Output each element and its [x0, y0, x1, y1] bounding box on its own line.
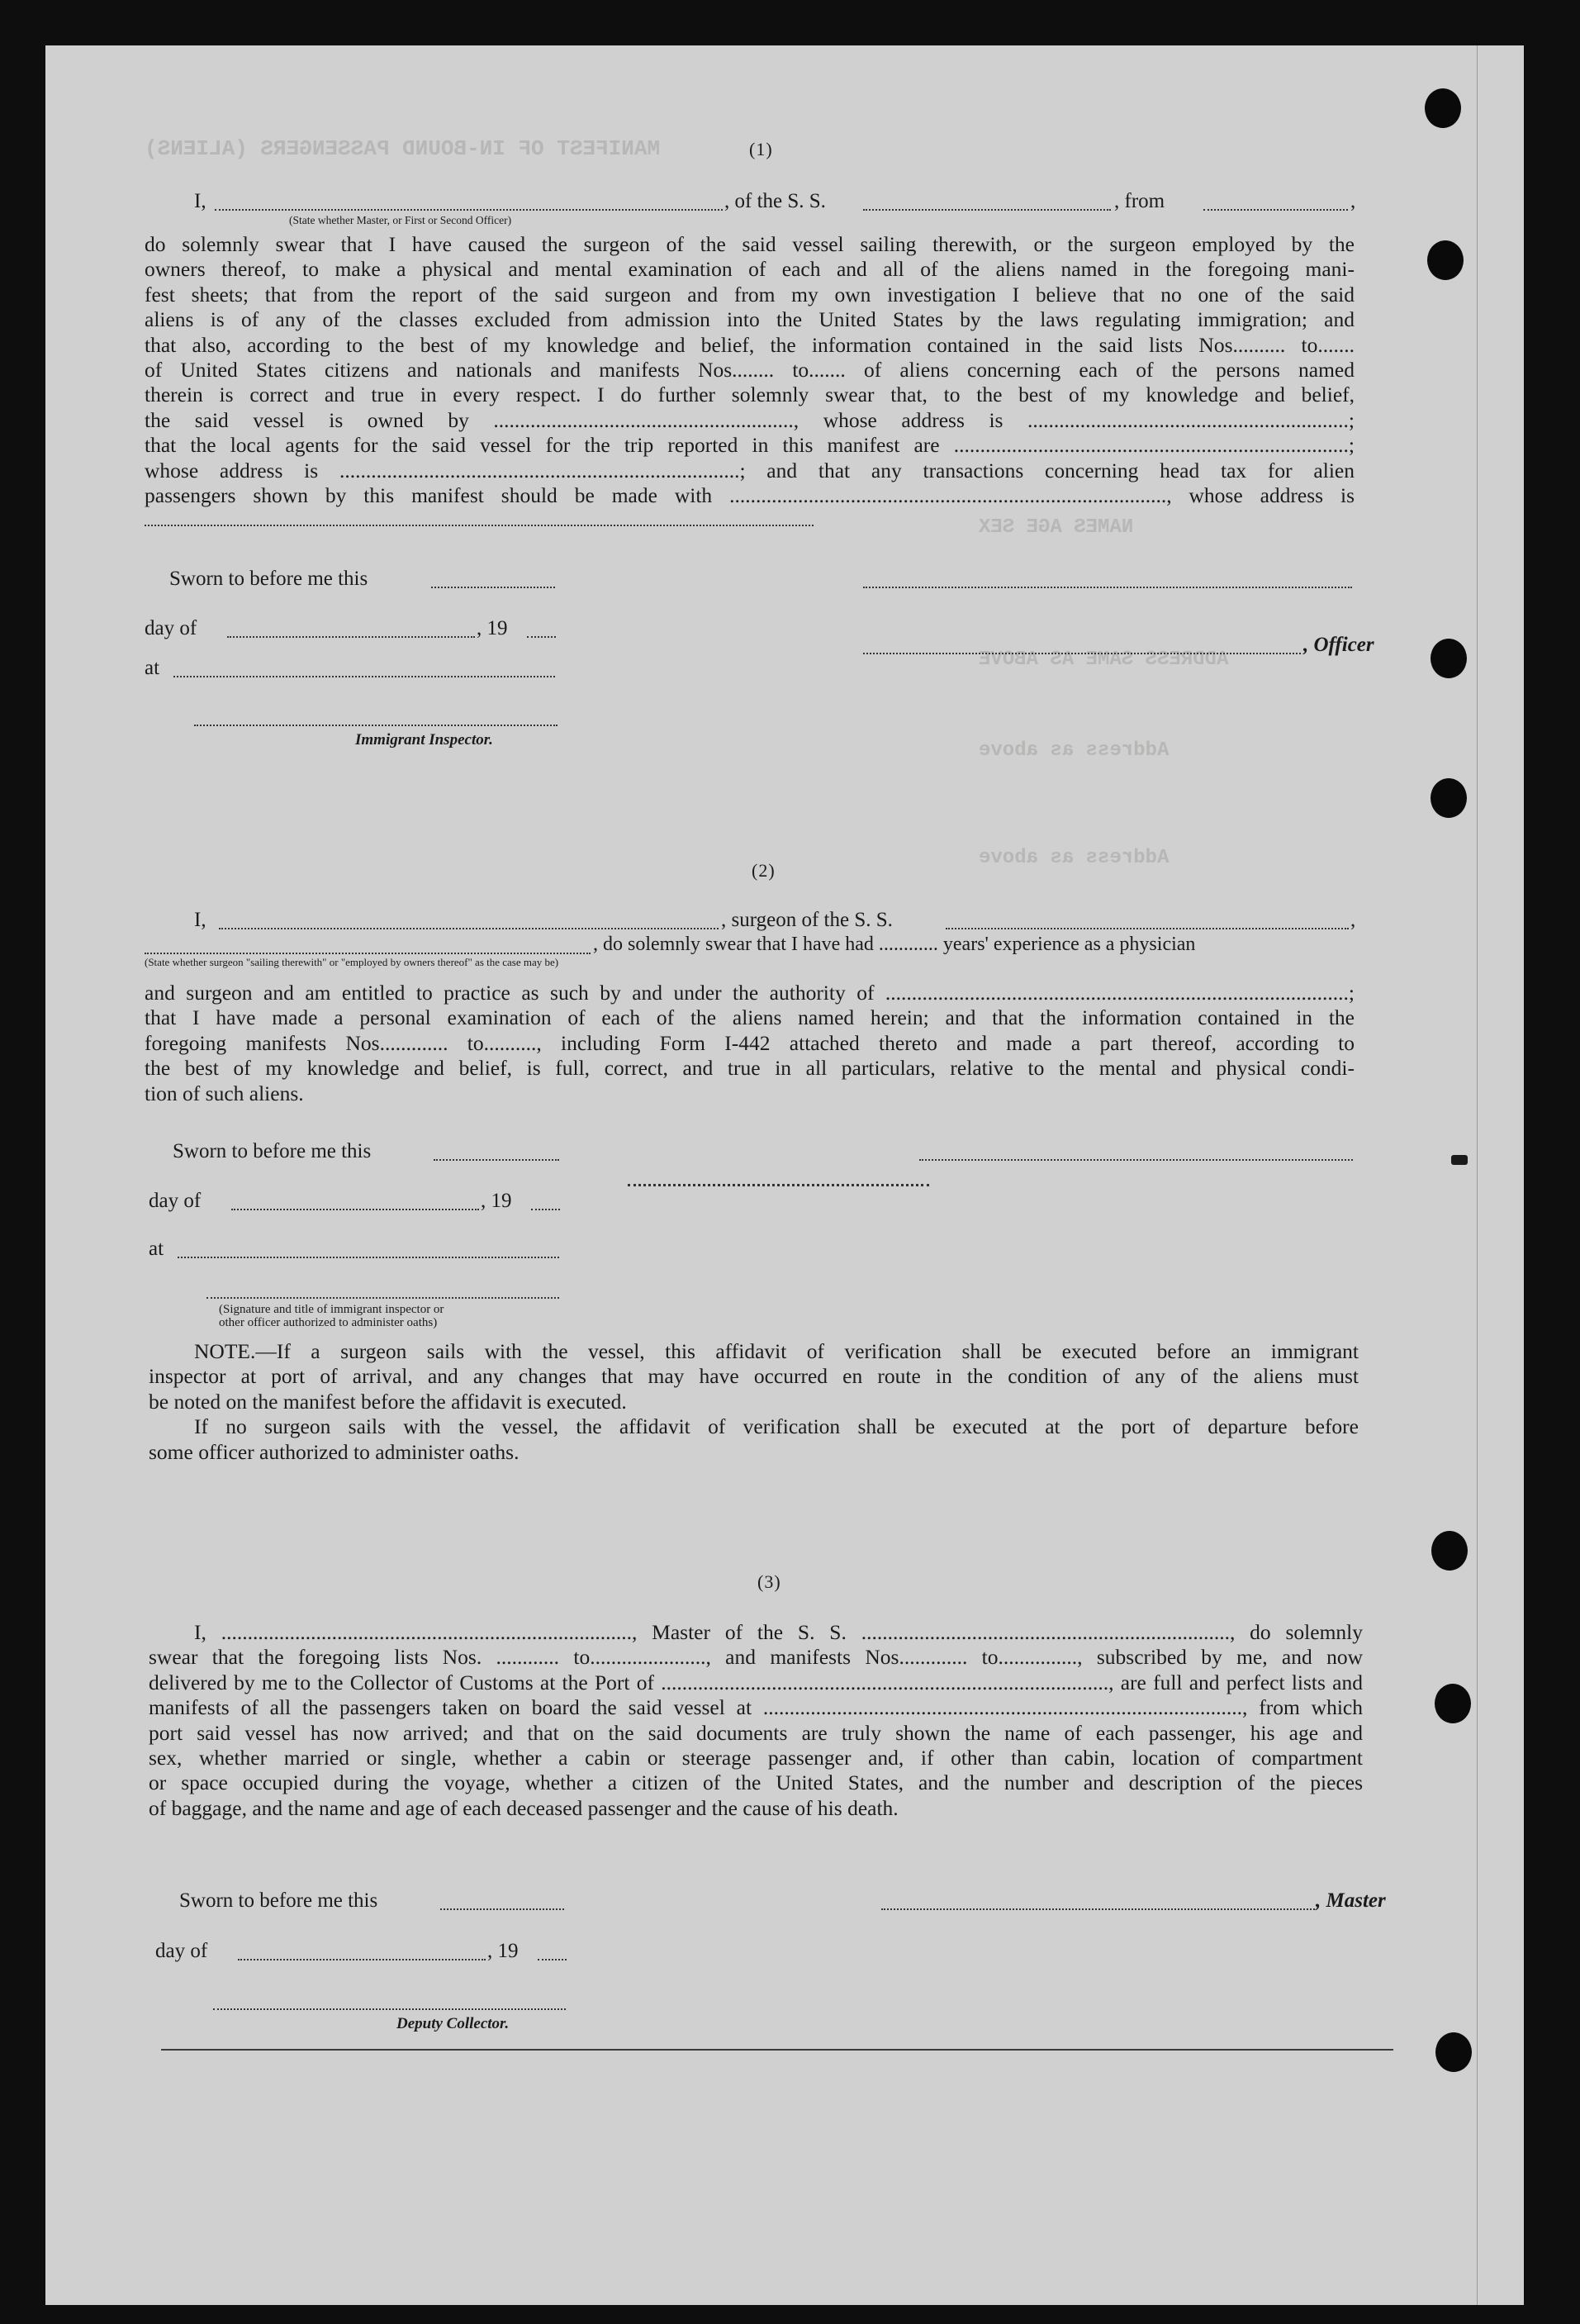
bottom-rule: [161, 2049, 1393, 2051]
oath-paragraph-1: do solemnly swear that I have caused the surgeon of the said vessel sailing therewith, or the surgeon employed by the owners thereof, to make a physical and mental examination of each and all of the aliens named in the foregoing mani- fest sheets; that from the report of the said surgeon and from my own investigation I believe that no one of the said aliens is of any of the classes excluded from admission into the United States by the laws regulating immigration; and that also, according to the best of my knowledge and belief, the information contained in the said lists Nos.......... to....... of United States citizens and nationals and manifests Nos........ to....... of aliens concerning each of the persons named therein is correct and true in every respect. I do further solemnly swear that, to the best of my knowledge and belief, the said vessel is owned by ........................................................., whose address is .............................................................; that the local agents for the said vessel for the trip reported in this manifest are ...........................................................................; whose address is ............................................................................; and that any transactions concerning head tax for alien passengers shown by this manifest should be made with ..................................................................................., whose address is: [145, 232, 1355, 507]
oath-paragraph-3: I, .............................................................................., Master of the S. S. ......................................................................, do solemnly swear that the foregoing lists Nos. ............ to......................, and manifests Nos............. to..............., subscribed by me, and now delivered by me to the Collector of Customs at the Port of ....................................................................................., are full and perfect lists and manifests of all the passengers taken on board the said vessel at ..........................................................................................., from which port said vessel has now arrived; and that on the said documents are truly shown the name of each passenger, his age and sex, whether married or single, whether a cabin or steerage passenger and, if other than cabin, location of compartment or space occupied during the voyage, whether a citizen of the United States, and the number and description of the pieces of baggage, and the name and age of each deceased passenger and the cause of his death.: [149, 1620, 1363, 1820]
of-ss-label: , of the S. S.: [724, 190, 826, 212]
ink-mark: [1451, 1155, 1468, 1165]
signature-blank: [919, 1159, 1353, 1161]
officer-label: , Officer: [1303, 634, 1374, 656]
punch-hole: [1435, 1684, 1471, 1723]
punch-hole: [1435, 2032, 1472, 2072]
day-blank: [227, 636, 475, 638]
state-note: (State whether Master, or First or Second Officer): [289, 214, 512, 226]
year-label: , 19: [487, 1940, 519, 1962]
margin-rule: [1477, 45, 1478, 2305]
section-number: (1): [749, 139, 773, 159]
year-label: , 19: [477, 617, 508, 639]
vessel-name-blank: [946, 928, 1349, 929]
note-paragraph: NOTE.—If a surgeon sails with the vessel, this affidavit of verification shall be executed before an immigrant inspector at port of arrival, and any changes that may have occurred en route in the condition of any of the aliens must be noted on the manifest before the affidavit is executed. If no surgeon sails with the vessel, the affidavit of verification shall be executed at the port of departure before some officer authorized to administer oaths.: [149, 1339, 1359, 1464]
surgeon-type-blank: [145, 953, 591, 954]
officer-name-blank: [215, 209, 723, 211]
sworn-label: Sworn to before me this: [179, 1889, 378, 1912]
oath-intro: I,: [194, 909, 206, 931]
punch-hole: [1427, 240, 1464, 280]
surgeon-name-blank: [219, 928, 719, 929]
signature-note: (Signature and title of immigrant inspector or: [219, 1303, 444, 1316]
dotted-mark: [628, 1184, 929, 1186]
surgeon-label: , surgeon of the S. S.: [721, 909, 893, 931]
year-blank: [538, 1959, 567, 1960]
from-label: , from: [1114, 190, 1165, 212]
master-signature-blank: [881, 1908, 1315, 1910]
sworn-label: Sworn to before me this: [169, 568, 368, 590]
bleed-through-text: NAMES AGE SEX: [979, 516, 1134, 539]
sworn-date-blank: [431, 587, 555, 588]
oath-intro: I,: [194, 190, 206, 212]
punch-hole: [1431, 778, 1467, 818]
day-blank: [238, 1959, 486, 1960]
day-of-label: day of: [149, 1190, 202, 1212]
punch-hole: [1425, 88, 1461, 128]
bleed-through-text: Address as above: [979, 739, 1170, 762]
at-blank: [173, 676, 555, 677]
address-blank: [145, 525, 814, 526]
deputy-signature-blank: [213, 2008, 566, 2010]
year-blank: [527, 636, 556, 638]
day-of-label: day of: [145, 617, 197, 639]
punch-hole: [1431, 639, 1467, 678]
document-page: MANIFEST OF IN-BOUND PASSENGERS (ALIENS) NAMES AGE SEX ADDRESS SAME AS ABOVE Address as above Address as above (1) I, , of the S. S. , from , (State whether Master, or First or Second Officer) do solemnly swear that I have caused the surgeon of the said vessel sailing therewith, or the surgeon employed by the owners thereof, to make a physical and mental examination of each and all of the aliens named in the foregoing mani- fest sheets; that from the report of the said surgeon and from my own investigation I believe that no one of the said aliens is of any of the classes excluded from admission into the United States by the laws regulating immigration; and that also, according to the best of my knowledge and belief, the information contained in the said lists Nos.......... to....... of United States citizens and nationals and manifests Nos........ to....... of aliens concerning each of the persons named therein is correct and true in every respect. I do further solemnly swear that, to the best of my knowledge and belief, the said vessel is owned by ........................................................., whose address is .............................................................; that the local agents for the said vessel for the trip reported in this manifest are ...........................................................................; whose address is ............................................................................; and that any transactions concerning head tax for alien passengers shown by this manifest should be made with ..................................................................................., whose address is Sworn to before me this day of , 19 , Officer at Immigrant Inspector. (2) I, , surgeon of the S. S. , , do solemnly swear that I have had ............ years' experience as a physician (State whether surgeon "sailing therewith" or "employed by owners thereof" as the case may be) and surgeon and am entitled to practice as such by and under the authority of ........................................................................................; that I have made a personal examination of each of the aliens named herein; and that the information contained in the foregoing manifests Nos............. to.........., including Form I-442 attached thereto and made a part thereof, according to the best of my knowledge and belief, is full, correct, and true in all particulars, relative to the mental and physical condi- tion of such aliens. Sworn to before me this day of , 19 at (Signature and title of immigrant inspector or other officer authorized to administer oaths) NOTE.—If a surgeon sails with the vessel, this affidavit of verification shall be executed before an immigrant inspector at port of arrival, and any changes that may have occurred en route in the condition of any of the aliens must be noted on the manifest before the affidavit is executed. If no surgeon sails with the vessel, the affidavit of verification shall be executed at the port of departure before some officer authorized to administer oaths. (3) I, .............................................................................., Master of the S. S. ......................................................................, do solemnly swear that the foregoing lists Nos. ............ to......................, and manifests Nos............. to..............., subscribed by me, and now delivered by me to the Collector of Customs at the Port of ....................................................................................., are full and perfect lists and manifests of all the passengers taken on board the said vessel at ..........................................................................................., from which port said vessel has now arrived; and that on the said documents are truly shown the name of each passenger, his age and sex, whether married or single, whether a cabin or steerage passenger and, if other than cabin, location of compartment or space occupied during the voyage, whether a citizen of the United States, and the number and description of the pieces of baggage, and the name and age of each deceased passenger and the cause of his death. Sworn to before me this , Master day of , 19 Deputy Collector.: [45, 45, 1524, 2305]
oath-paragraph-2: and surgeon and am entitled to practice as such by and under the authority of ........................................................................................; that I have made a personal examination of each of the aliens named herein; and that the information contained in the foregoing manifests Nos............. to.........., including Form I-442 attached thereto and made a part thereof, according to the best of my knowledge and belief, is full, correct, and true in all particulars, relative to the mental and physical condi- tion of such aliens.: [145, 981, 1355, 1105]
day-of-label: day of: [155, 1940, 208, 1962]
inspector-label: Immigrant Inspector.: [355, 731, 493, 749]
vessel-name-blank: [863, 209, 1111, 211]
section-number: (3): [757, 1571, 781, 1592]
signature-note: other officer authorized to administer oaths): [219, 1316, 438, 1329]
sworn-date-blank: [434, 1159, 559, 1161]
bleed-through-text: ADDRESS SAME AS ABOVE: [979, 649, 1229, 671]
sworn-label: Sworn to before me this: [173, 1140, 372, 1162]
inspector-signature-blank: [206, 1297, 559, 1299]
deputy-label: Deputy Collector.: [396, 2015, 510, 2032]
state-note: (State whether surgeon "sailing therewith" or "employed by owners thereof" as the case may be): [145, 956, 559, 968]
inspector-signature-blank: [194, 725, 558, 726]
signature-blank: [863, 587, 1352, 588]
year-blank: [531, 1209, 560, 1210]
bleed-through-text: MANIFEST OF IN-BOUND PASSENGERS (ALIENS): [145, 136, 661, 161]
at-label: at: [149, 1238, 164, 1260]
at-blank: [178, 1257, 559, 1258]
year-label: , 19: [481, 1190, 512, 1212]
sworn-date-blank: [440, 1908, 564, 1910]
officer-signature-blank: [863, 653, 1301, 654]
punch-hole: [1431, 1531, 1468, 1571]
day-blank: [231, 1209, 479, 1210]
swear-line: , do solemnly swear that I have had ............ years' experience as a physician: [593, 934, 1196, 955]
bleed-through-text: Address as above: [979, 847, 1170, 869]
master-label: , Master: [1316, 1889, 1386, 1912]
at-label: at: [145, 657, 160, 679]
section-number: (2): [752, 860, 776, 881]
origin-blank: [1203, 209, 1348, 211]
